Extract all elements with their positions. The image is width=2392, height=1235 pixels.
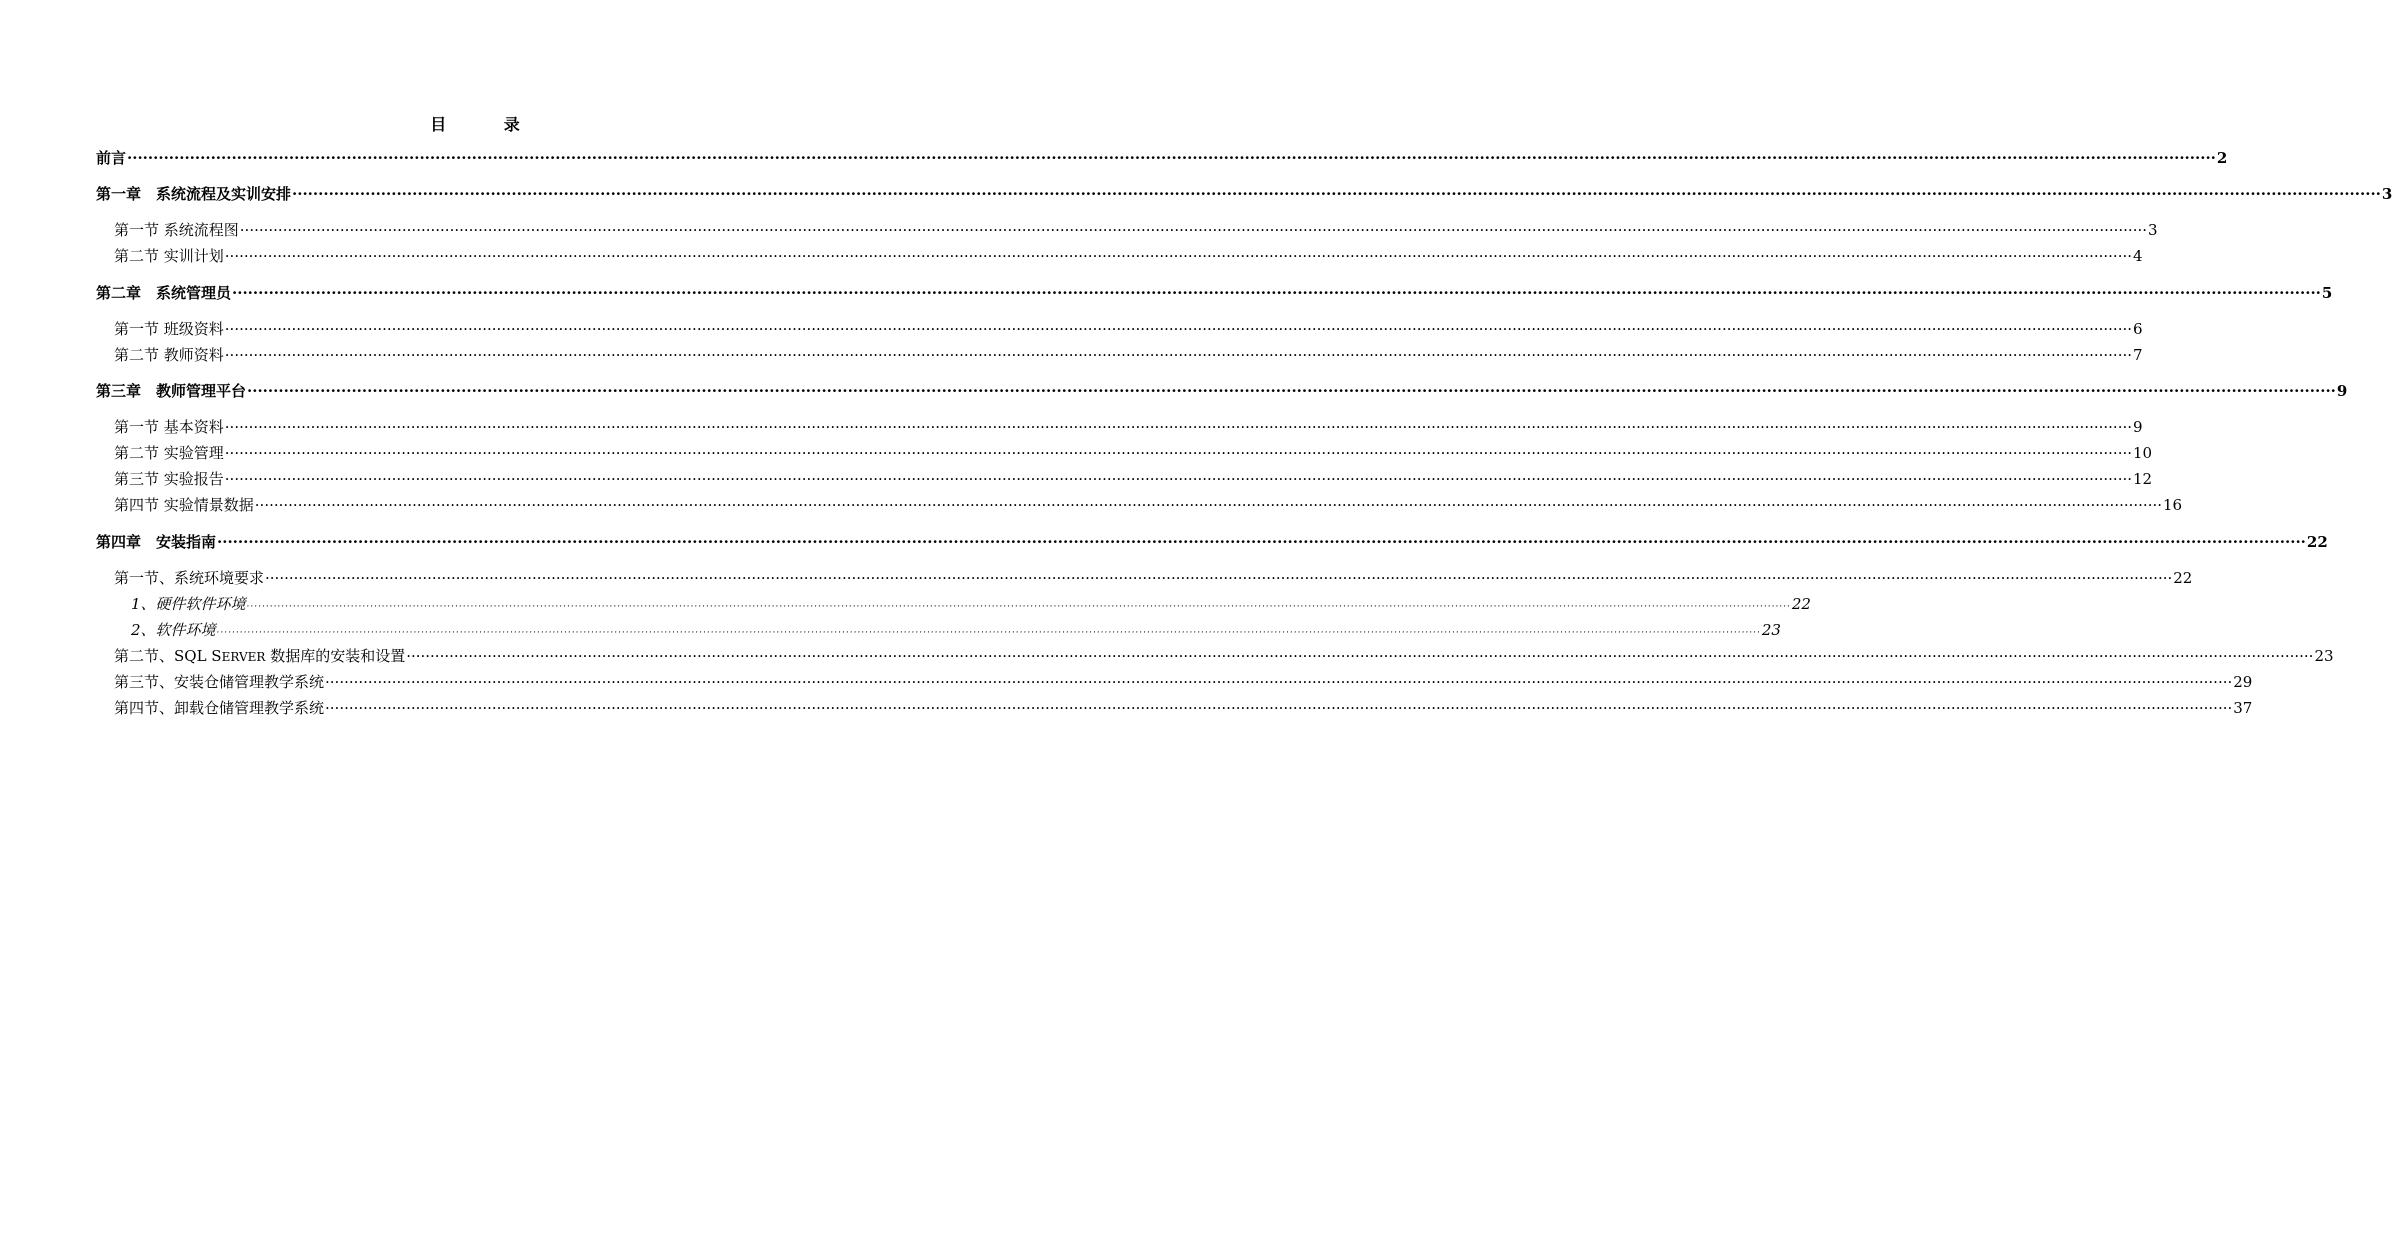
toc-page-number: 6 [2133,320,2143,338]
toc-entry[interactable] [96,219,2158,241]
toc-leader-dots: ················································································································································································································································································································································································································ [224,418,2133,436]
toc-leader-dots: ················································································································································································································································································································································································································ [239,221,2148,239]
toc-page-number: 29 [2233,673,2253,691]
toc-entry-label: 第二章 系统管理员 [96,284,232,302]
toc-page-number: 3 [2148,221,2158,239]
toc-page-number: 3 [2381,185,2392,203]
toc-entry[interactable] [96,645,2334,667]
toc-leader-dots: ················································································································································································································································································································································································································ [127,149,2216,167]
toc-entry[interactable] [96,468,2153,490]
toc-entry-label: 第一章 系统流程及实训安排 [96,185,292,203]
toc-entry[interactable] [96,567,2193,589]
toc-entry-label: 第一节、系统环境要求 [114,569,265,587]
toc-leader-dots: ················································································································································································································································································································································································································ [224,470,2133,488]
toc-entry-label: 第四章 安装指南 [96,533,217,551]
toc-entry[interactable] [96,494,2183,516]
toc-leader-dots: ················································································································································································································································································································································································································ [406,647,2314,665]
toc-entry[interactable] [96,593,1811,615]
toc-page-number: 12 [2133,470,2153,488]
toc-leader-dots: ················································································································································································································································································································································································································ [224,247,2133,265]
toc-page-number: 9 [2133,418,2143,436]
toc-entry-label: 第三节、安装仓储管理教学系统 [114,673,325,691]
toc-entry-label: 第一节 系统流程图 [114,221,239,239]
toc-page-number: 7 [2133,346,2143,364]
toc-entry[interactable] [96,282,2333,304]
toc-leader-dots: ················································································································································································································································································································································································································ [325,699,2233,717]
toc-entry-label: 前言 [96,149,127,167]
toc-entry-label: 1、硬件软件环境 [131,595,246,613]
toc-entry-label: 第一节 班级资料 [114,320,224,338]
toc-page-number: 5 [2321,284,2333,302]
toc-leader-dots: ················································································································································································································································································································································································································ [292,185,2381,203]
toc-page-number: 23 [2314,647,2334,665]
toc-leader-dots: ················································································································································································································································································································································································································ [224,346,2133,364]
toc-entry[interactable] [96,183,2392,205]
toc-entry-label: 第二节 教师资料 [114,346,224,364]
toc-page-number: 4 [2133,247,2143,265]
toc-entry[interactable] [96,619,1781,641]
toc-page-number: 22 [1791,595,1811,613]
toc-entry[interactable] [96,416,2143,438]
toc-leader-dots: ················································································································································································································································································································································································································ [265,569,2173,587]
toc-page-number: 10 [2133,444,2153,462]
toc-leader-dots: ················································································································································································································································································································································································································ [232,284,2321,302]
toc-entry[interactable] [96,344,2143,366]
toc-entry[interactable] [96,442,2153,464]
toc-leader-dots: ················································································································································································································································································································································································································ [224,444,2133,462]
toc-page-number: 16 [2163,496,2183,514]
toc-entry-label: 2、软件环境 [131,621,216,639]
toc-entry[interactable] [96,147,2228,169]
toc-entry[interactable] [96,380,2348,402]
toc-entry-label: 第一节 基本资料 [114,418,224,436]
toc-leader-dots: ················································································································································································································································································································································································································ [216,628,1761,638]
toc-entry[interactable] [96,245,2143,267]
toc-page-number: 9 [2336,382,2348,400]
toc-entry[interactable] [96,318,2143,340]
toc-leader-dots: ················································································································································································································································································································································································································ [224,320,2133,338]
toc-page-number: 2 [2216,149,2228,167]
toc-entry-label: 第三章 教师管理平台 [96,382,247,400]
toc-entry-label: 第三节 实验报告 [114,470,224,488]
toc-entry-label: 第二节 实训计划 [114,247,224,265]
toc-leader-dots: ················································································································································································································································································································································································································ [247,382,2336,400]
toc-leader-dots: ················································································································································································································································································································································································································ [325,673,2233,691]
toc-title: 目 录 [430,115,546,134]
toc-page-number: 22 [2173,569,2193,587]
toc-leader-dots: ················································································································································································································································································································································································································ [246,602,1791,612]
toc-leader-dots: ················································································································································································································································································································································································································ [254,496,2163,514]
toc-entry-label: 第二节、SQL SERVER 数据库的安装和设置 [114,647,406,665]
toc-leader-dots: ················································································································································································································································································································································································································ [217,533,2306,551]
toc-entry[interactable] [96,671,2253,693]
toc-entry-label: 第四节、卸载仓储管理教学系统 [114,699,325,717]
toc-entry-label: 第四节 实验情景数据 [114,496,254,514]
toc-page-number: 37 [2233,699,2253,717]
toc-page-number: 22 [2306,533,2328,551]
toc-entry-label: 第二节 实验管理 [114,444,224,462]
toc-entry[interactable] [96,697,2253,719]
toc-page-number: 23 [1761,621,1781,639]
toc-entry[interactable] [96,531,2328,553]
